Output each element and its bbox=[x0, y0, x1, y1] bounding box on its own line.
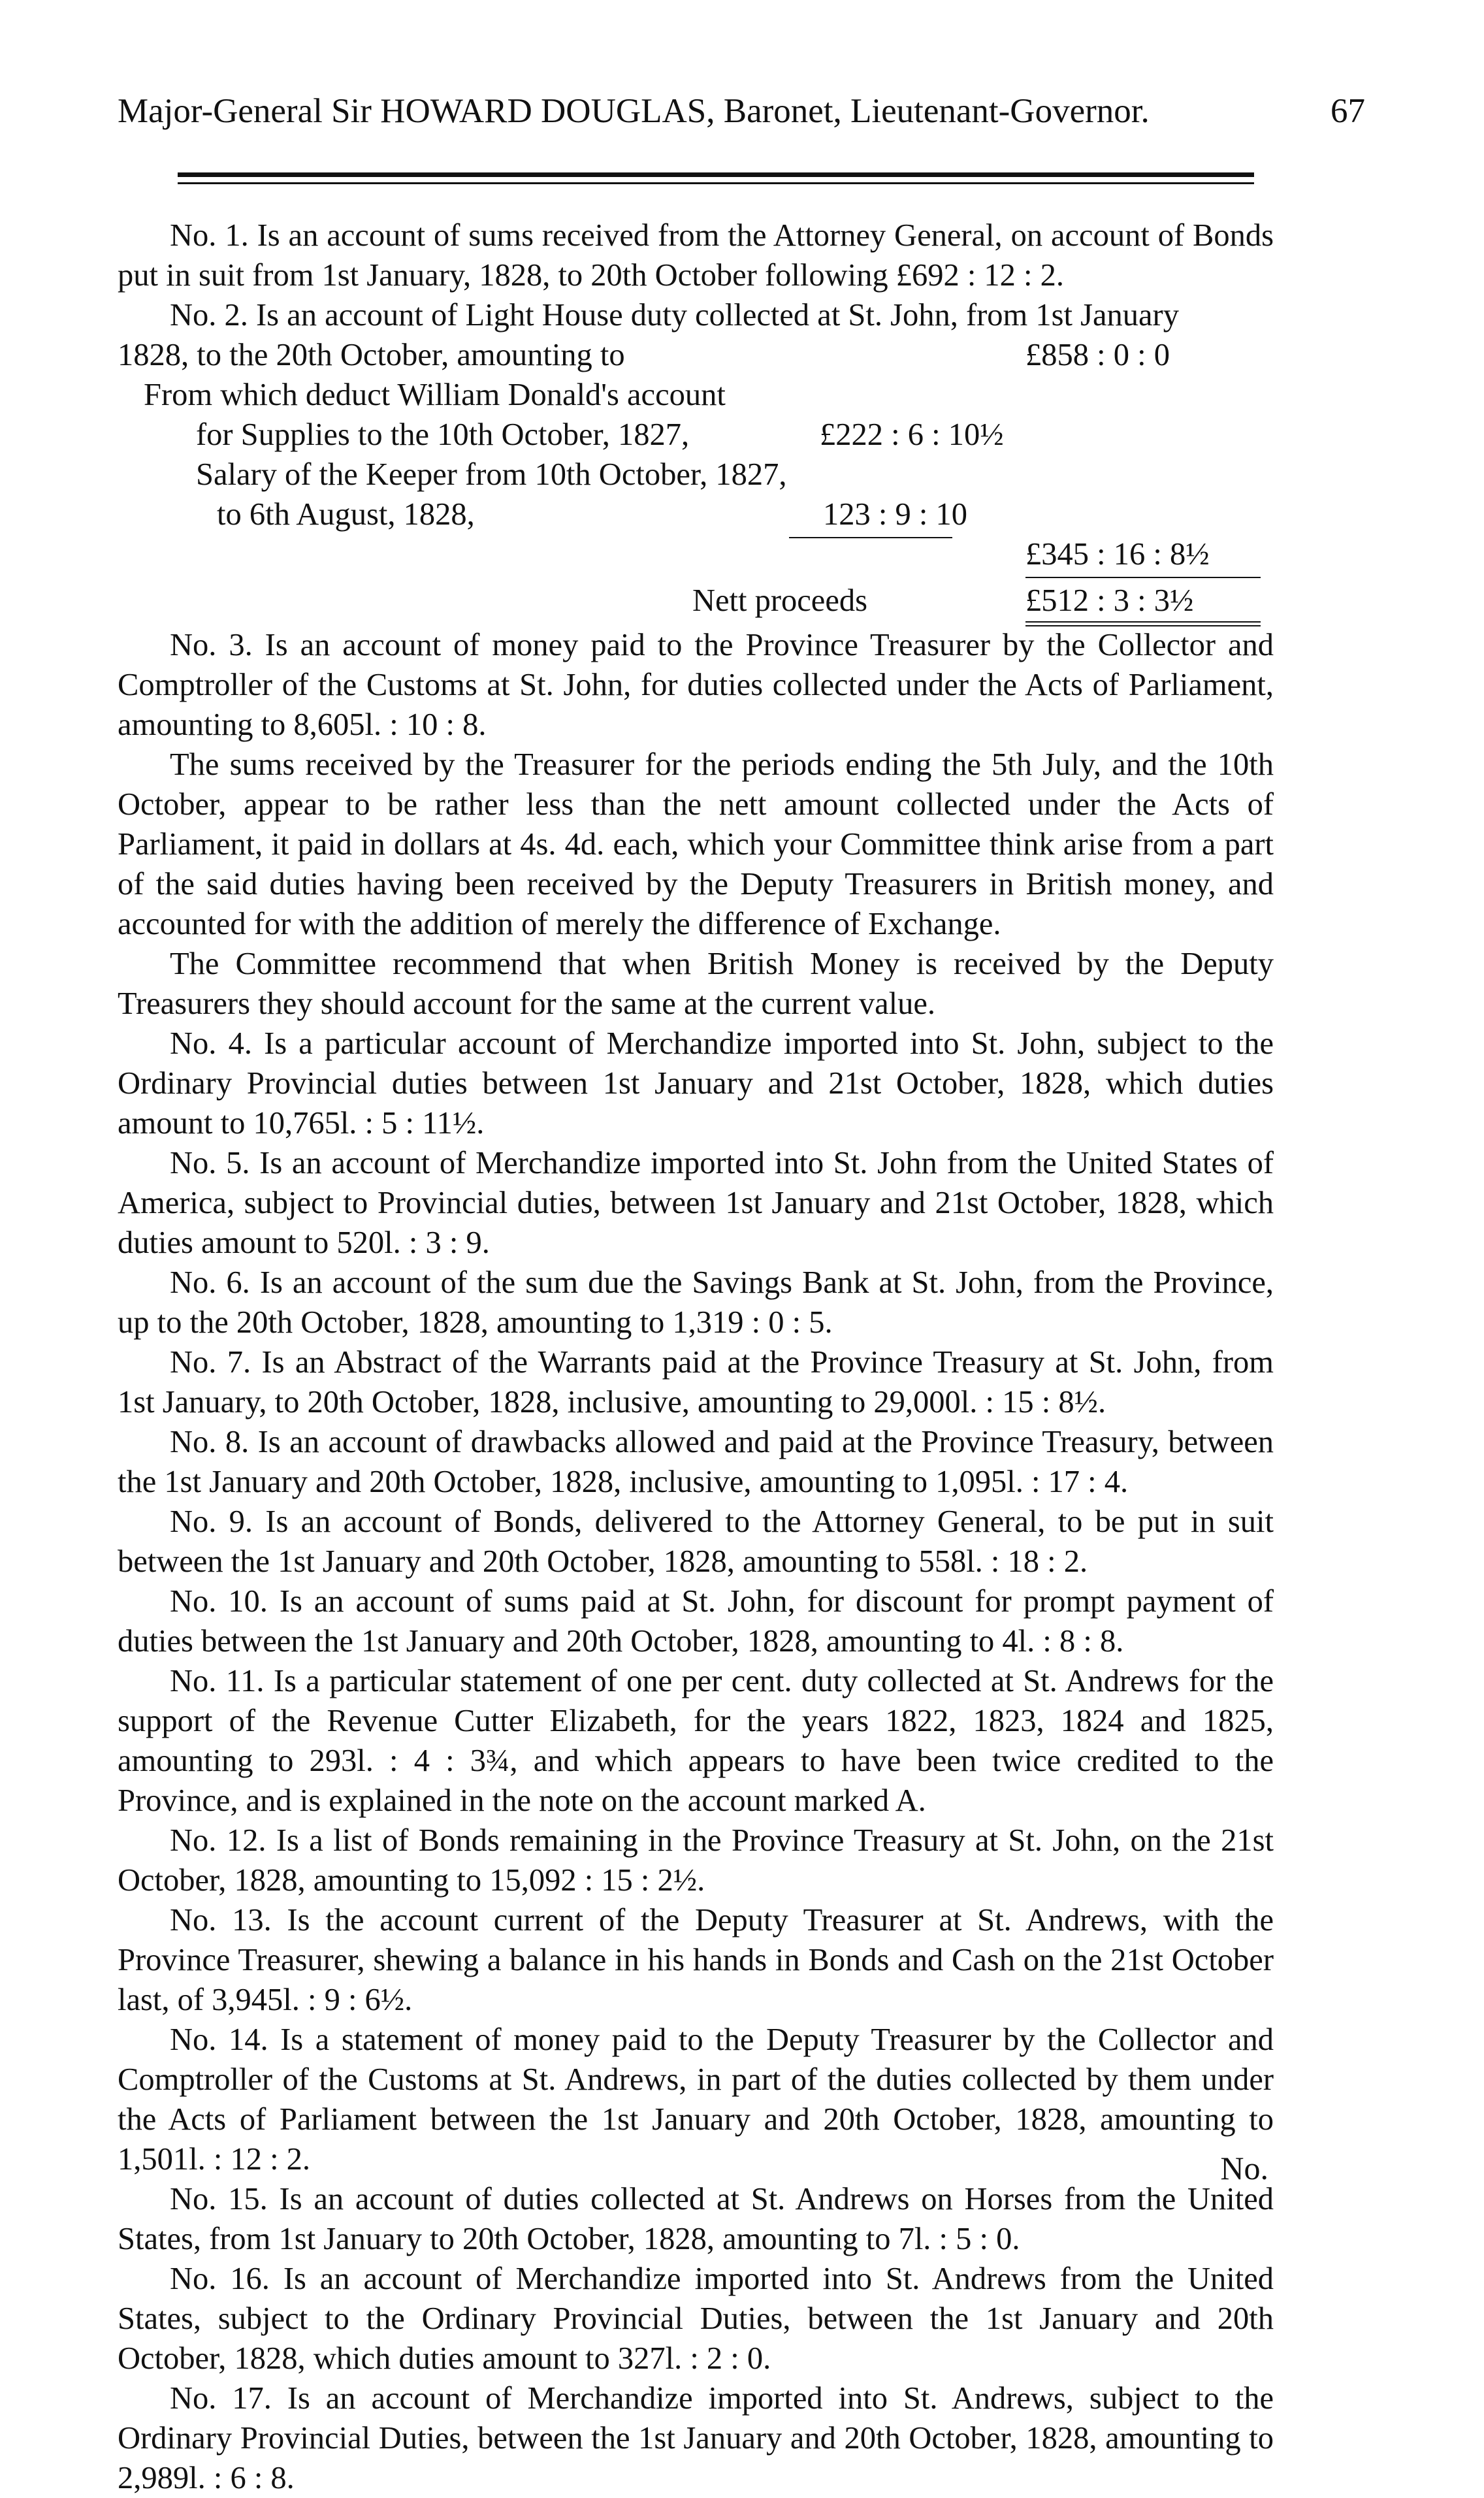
catchword: No. bbox=[1220, 2150, 1268, 2186]
header-rule-thick bbox=[178, 172, 1254, 177]
recommend-paragraph: The Committee recommend that when British Money is received by the Deputy Treasurers they should account for the same at the current value. bbox=[118, 947, 1274, 1021]
nett-rule-bottom-2 bbox=[1025, 625, 1261, 626]
deduction-subtotal: £345 : 16 : 8½ bbox=[1025, 537, 1210, 572]
lighthouse-total-amount: £858 : 0 : 0 bbox=[1025, 338, 1170, 372]
item-no17: No. 17. Is an account of Merchandize imported into St. Andrews, subject to the Ordinary Provincial Duties, between the 1st January and 20th October, 1828, amounting to 2,989l. : 6 : 8. bbox=[118, 2381, 1274, 2495]
salary-label: Salary of the Keeper from 10th October, 1827, bbox=[196, 457, 787, 492]
subtotal-rule bbox=[789, 537, 952, 538]
supplies-label: for Supplies to the 10th October, 1827, bbox=[196, 417, 690, 452]
nett-rule-bottom-1 bbox=[1025, 621, 1261, 623]
item-no1: No. 1. Is an account of sums received from the Attorney General, on account of Bonds put in suit from 1st January, 1828, to 20th October following £692 : 12 : 2. bbox=[118, 218, 1274, 293]
salary-line1 bbox=[118, 455, 1274, 495]
nett-proceeds-amount: £512 : 3 : 3½ bbox=[1025, 583, 1194, 618]
item-no15: No. 15. Is an account of duties collected at St. Andrews on Horses from the United States, from 1st January to 20th October, 1828, amounting to 7l. : 5 : 0. bbox=[118, 2182, 1274, 2256]
deduct-line2 bbox=[118, 415, 1274, 455]
item-no4: No. 4. Is a particular account of Merchandize imported into St. John, subject to the Ordinary Provincial duties between 1st January and 21st October, 1828, which duties amount to 10,765l. : 5 : 11½. bbox=[118, 1026, 1274, 1141]
salary-line2 bbox=[118, 495, 1274, 534]
deduct-text: From which deduct William Donald's account bbox=[144, 378, 726, 412]
nett-proceeds-label: Nett proceeds bbox=[692, 583, 867, 618]
subtotal-line bbox=[118, 534, 1274, 574]
item-no2-amount-label: 1828, to the 20th October, amounting to bbox=[118, 338, 625, 372]
item-no3: No. 3. Is an account of money paid to the Province Treasurer by the Collector and Comptroller of the Customs at St. John, for duties collected under the Acts of Parliament, amounting to 8,605l. : 10 : 8. bbox=[118, 628, 1274, 742]
page-number: 67 bbox=[1331, 92, 1365, 130]
item-no10: No. 10. Is an account of sums paid at St. John, for discount for prompt payment of duties between the 1st January and 20th October, 1828, amounting to 4l. : 8 : 8. bbox=[118, 1584, 1274, 1659]
item-no2-line2 bbox=[118, 335, 1274, 375]
nett-proceeds-line bbox=[118, 574, 1274, 625]
salary-date-label: to 6th August, 1828, bbox=[217, 497, 475, 532]
nett-rule-top bbox=[1025, 577, 1261, 578]
running-header bbox=[118, 91, 1417, 144]
item-no7: No. 7. Is an Abstract of the Warrants paid at the Province Treasury at St. John, from 1st January, to 20th October, 1828, inclusive, amounting to 29,000l. : 15 : 8½. bbox=[118, 1345, 1274, 1419]
item-no12: No. 12. Is a list of Bonds remaining in the Province Treasury at St. John, on the 21st October, 1828, amounting to 15,092 : 15 : 2½. bbox=[118, 1823, 1274, 1898]
item-no11: No. 11. Is a particular statement of one per cent. duty collected at St. Andrews for the support of the Revenue Cutter Elizabeth, for the years 1822, 1823, 1824 and 1825, amounting to 293l. : 4 : 3¾, and which appears to have been twice credited to the Province, and is explained in the note on the account marked A. bbox=[118, 1664, 1274, 1818]
item-no9: No. 9. Is an account of Bonds, delivered to the Attorney General, to be put in suit between the 1st January and 20th October, 1828, amounting to 558l. : 18 : 2. bbox=[118, 1504, 1274, 1579]
item-no14: No. 14. Is a statement of money paid to the Deputy Treasurer by the Collector and Comptroller of the Customs at St. Andrews, in part of the duties collected by them under the Acts of Parliament between the 1st January and 20th October, 1828, amounting to 1,501l. : 12 : 2. bbox=[118, 2022, 1274, 2177]
item-no2-line1 bbox=[118, 295, 1274, 335]
item-no6: No. 6. Is an account of the sum due the Savings Bank at St. John, from the Province, up to the 20th October, 1828, amounting to 1,319 : 0 : 5. bbox=[118, 1265, 1274, 1340]
salary-amount: 123 : 9 : 10 bbox=[823, 497, 967, 532]
deduct-line1 bbox=[118, 375, 1274, 415]
header-rule-thin bbox=[178, 182, 1254, 184]
item-no5: No. 5. Is an account of Merchandize imported into St. John from the United States of America, subject to Provincial duties, between 1st January and 21st October, 1828, which duties amount to 520l. : 3 : 9. bbox=[118, 1146, 1274, 1260]
supplies-amount: £222 : 6 : 10½ bbox=[820, 417, 1004, 452]
item-no8: No. 8. Is an account of drawbacks allowed and paid at the Province Treasury, between the 1st January and 20th October, 1828, inclusive, amounting to 1,095l. : 17 : 4. bbox=[118, 1425, 1274, 1499]
document-body bbox=[118, 216, 1274, 2498]
item-no13: No. 13. Is the account current of the Deputy Treasurer at St. Andrews, with the Province Treasurer, shewing a balance in his hands in Bonds and Cash on the 21st October last, of 3,945l. : 9 : 6½. bbox=[118, 1903, 1274, 2017]
sums-paragraph: The sums received by the Treasurer for the periods ending the 5th July, and the 10th October, appear to be rather less than the nett amount collected under the Acts of Parliament, it paid in dollars at 4s. 4d. each, which your Committee think arise from a part of the said duties having been received by the Deputy Treasurers in British money, and accounted for with the addition of merely the difference of Exchange. bbox=[118, 747, 1274, 941]
item-no16: No. 16. Is an account of Merchandize imported into St. Andrews from the United States, subject to the Ordinary Provincial Duties, between the 1st January and 20th October, 1828, which duties amount to 327l. : 2 : 0. bbox=[118, 2262, 1274, 2376]
item-no2-text: No. 2. Is an account of Light House duty collected at St. John, from 1st January bbox=[170, 298, 1179, 333]
header-title: Major-General Sir HOWARD DOUGLAS, Baronet, Lieutenant-Governor. bbox=[118, 92, 1150, 130]
